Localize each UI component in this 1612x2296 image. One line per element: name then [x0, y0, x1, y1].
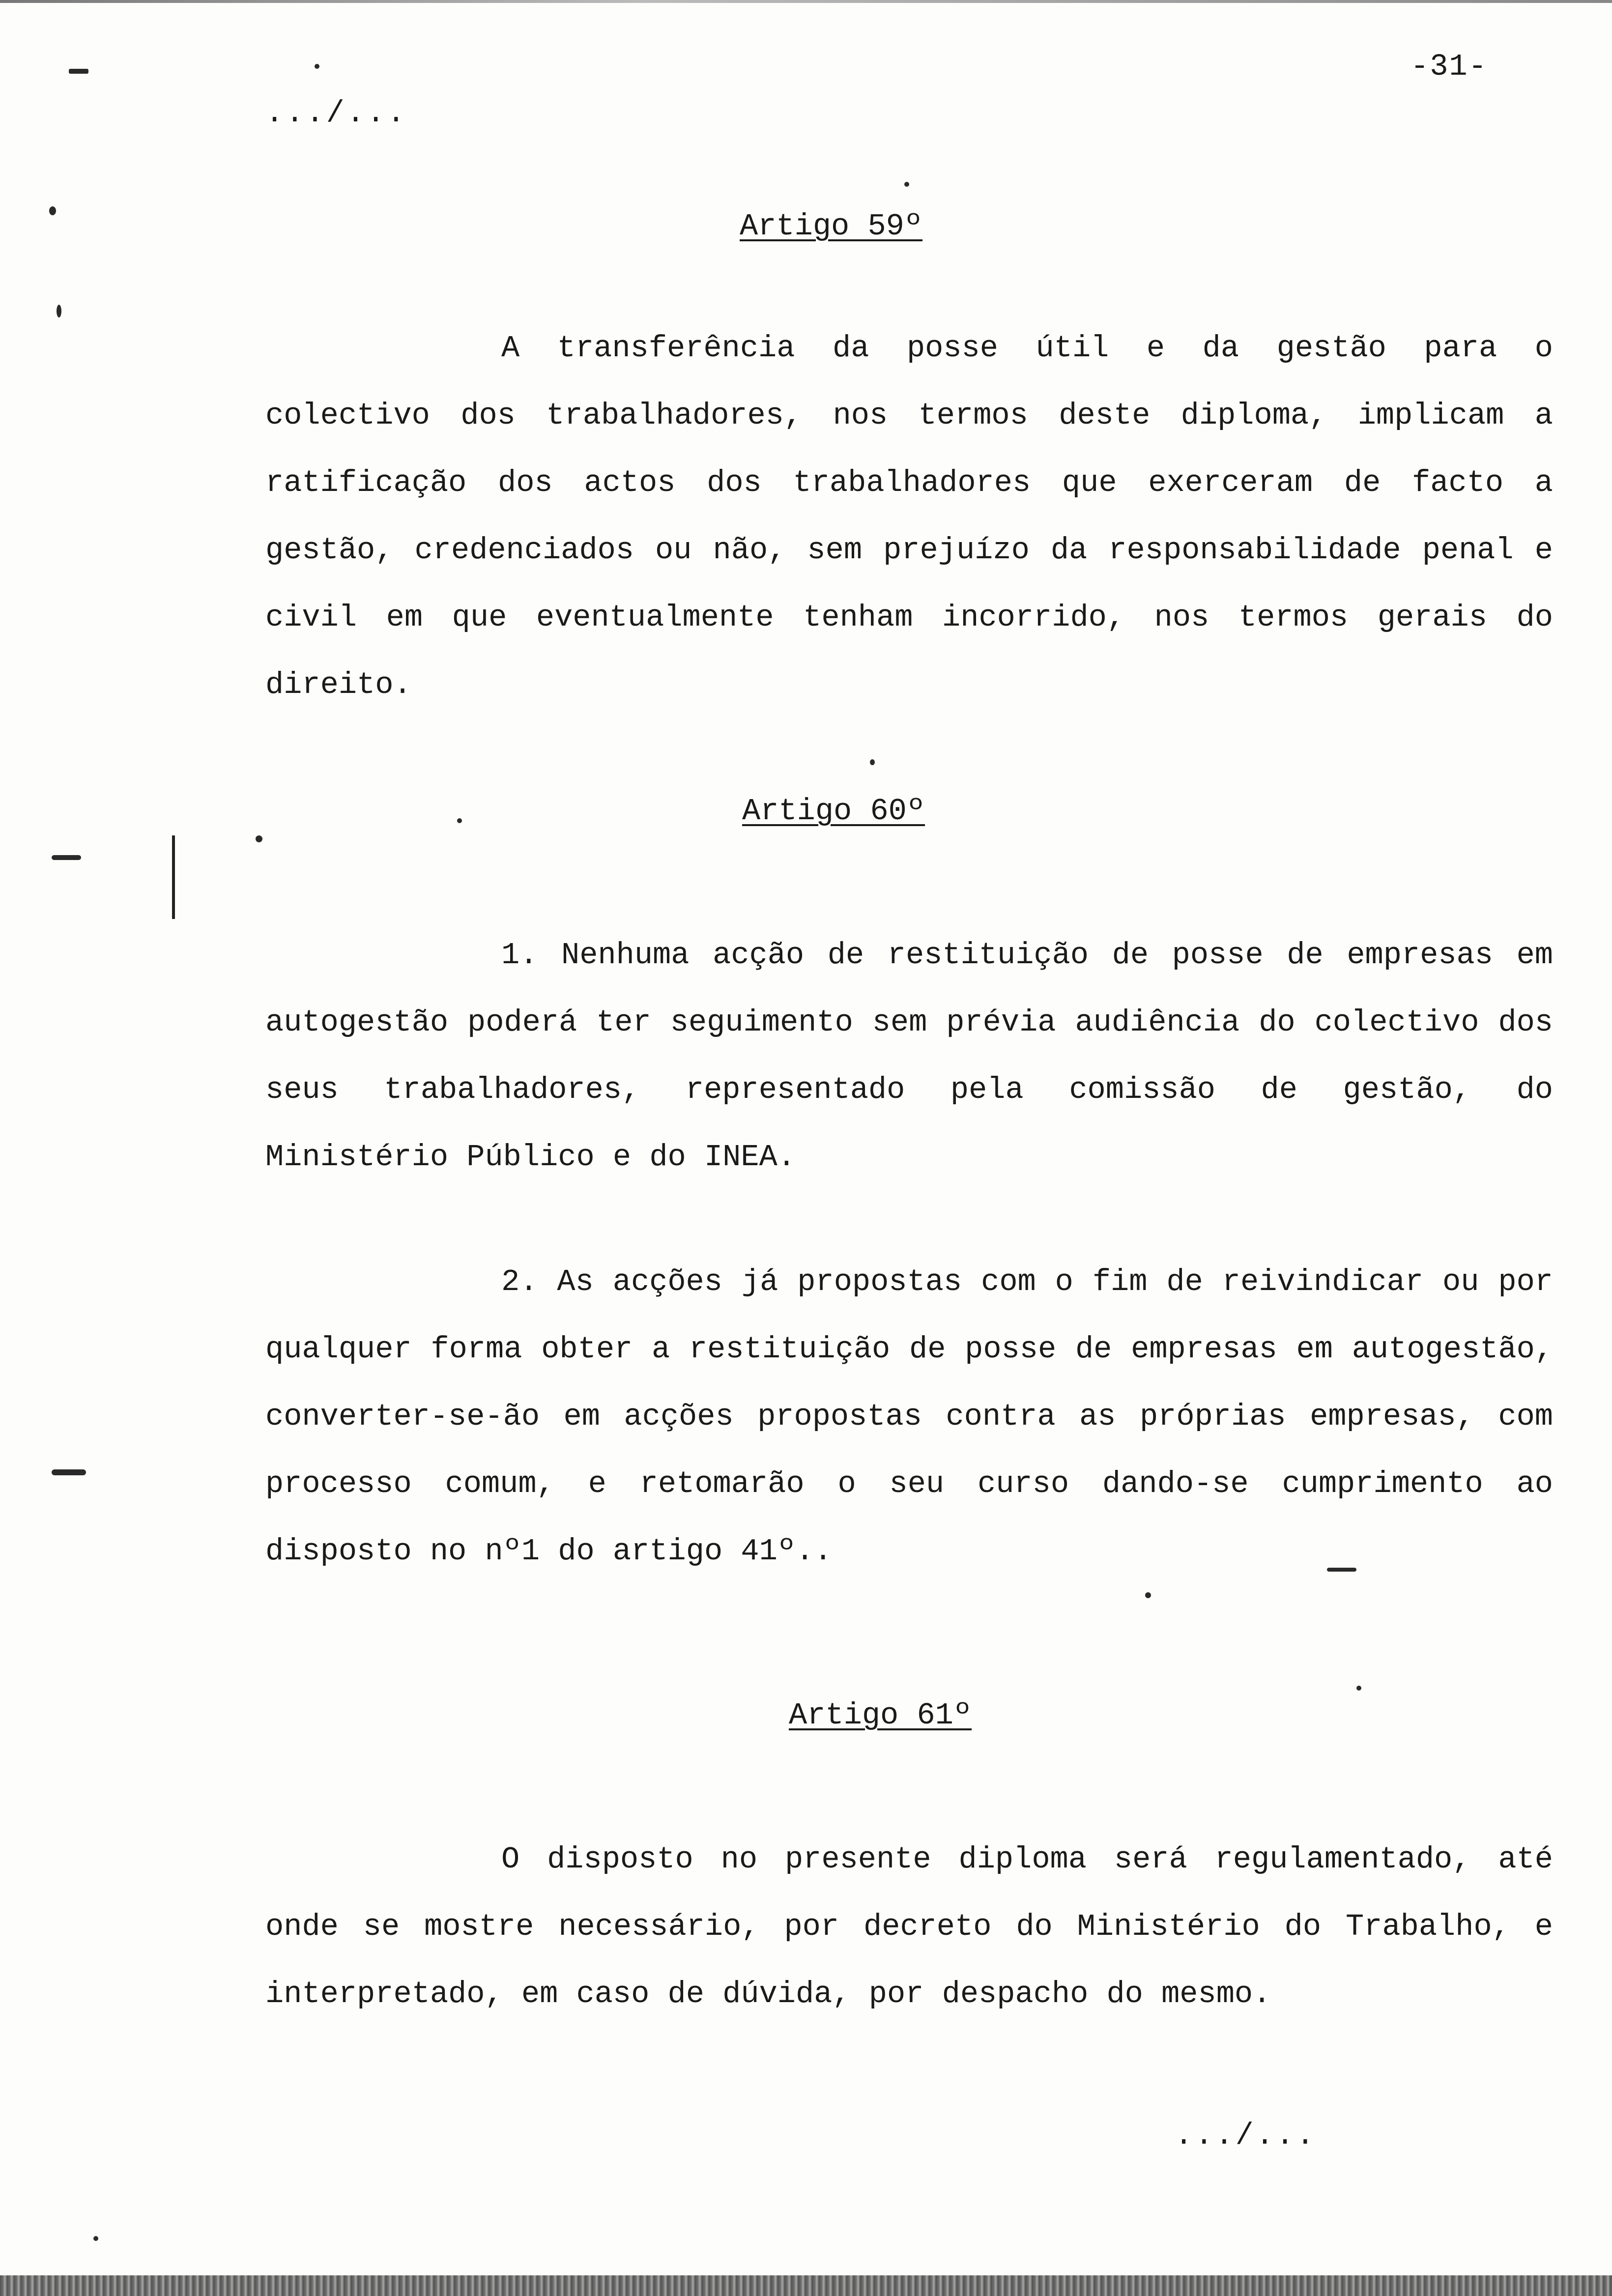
scan-speck: [69, 69, 88, 74]
article-heading-61: Artigo 61º: [789, 1698, 972, 1733]
article-61-paragraph: O disposto no presente diploma será regulamentado, até onde se mostre necessário, por decreto do Ministério do Trabalho, e interpretado, em caso de dúvida, por despacho do mesmo.: [265, 1842, 1553, 2011]
scan-speck: [52, 855, 81, 860]
scan-speck: [52, 1469, 86, 1475]
scan-margin-mark: [172, 835, 175, 919]
scan-speck: [256, 835, 262, 842]
continuation-marker-top: .../...: [265, 96, 407, 131]
page-number: -31-: [1410, 49, 1488, 84]
article-60-item-1: 1. Nenhuma acção de restituição de posse de empresas em autogestão poderá ter seguimento sem prévia audiência do colectivo dos seus trabalhadores, representado pela comissão de gestão, do Ministério Público e do INEA.: [265, 938, 1553, 1175]
scan-speck: [93, 2236, 98, 2241]
scan-speck: [457, 818, 462, 823]
article-59-paragraph: A transferência da posse útil e da gestão para o colectivo dos trabalhadores, nos termos deste diploma, implicam a ratificação dos actos dos trabalhadores que exerceram de facto a gestão, credenciados ou não, sem prejuízo da responsabilidade penal e civil em que eventualmente tenham incorrido, nos termos gerais do direito.: [265, 331, 1553, 702]
continuation-marker-bottom: .../...: [1175, 2118, 1317, 2153]
scan-speck: [49, 206, 56, 215]
scan-speck: [57, 305, 61, 317]
article-60-item-2: 2. As acções já propostas com o fim de reivindicar ou por qualquer forma obter a restituição de posse de empresas em autogestão, converter-se-ão em acções propostas contra as próprias empresas, com processo comum, e retomarão o seu curso dando-se cumprimento ao disposto no nº1 do artigo 41º..: [265, 1264, 1553, 1569]
scan-bottom-edge: [0, 2275, 1612, 2296]
scan-speck: [315, 64, 319, 69]
scan-speck: [870, 759, 875, 765]
scan-speck: [1356, 1686, 1361, 1691]
scan-speck: [1327, 1568, 1356, 1572]
article-heading-60: Artigo 60º: [742, 794, 925, 829]
article-heading-59: Artigo 59º: [740, 209, 923, 244]
scan-speck: [1145, 1592, 1151, 1598]
scan-speck: [904, 182, 909, 187]
scan-top-edge: [0, 0, 1612, 3]
